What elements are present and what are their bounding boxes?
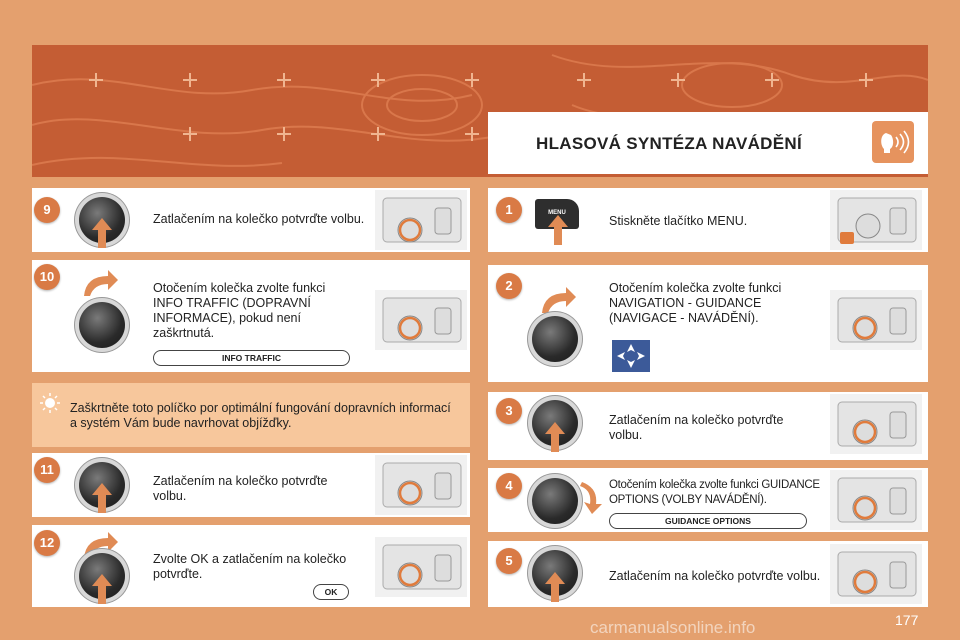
step-text: Otočením kolečka zvolte funkci INFO TRAFFIC (DOPRAVNÍ INFORMACE), pokud není zaškrtnutá. (153, 281, 326, 340)
push-arrow-icon (92, 218, 112, 248)
step-text: Otočením kolečka zvolte funkci GUIDANCE OPTIONS (VOLBY NAVÁDĚNÍ). (609, 479, 820, 506)
push-arrow-icon (545, 422, 565, 452)
radio-panel-image (830, 394, 922, 454)
tip-text: Zaškrtněte toto políčko por optimální fungování dopravních informací a systém Vám bude navrhovat objížďky. (70, 401, 451, 430)
step-text: Zatlačením na kolečko potvrďte volbu. (609, 413, 784, 442)
step-number: 2 (496, 273, 522, 299)
rotate-arrow-icon (538, 285, 578, 315)
lightbulb-icon (40, 393, 60, 413)
step-number: 5 (496, 548, 522, 574)
push-arrow-icon (548, 215, 568, 245)
radio-panel-image (830, 290, 922, 350)
info-traffic-label: INFO TRAFFIC (153, 350, 350, 366)
knob-icon (532, 316, 578, 362)
step-number: 12 (34, 530, 60, 556)
step-number: 11 (34, 457, 60, 483)
guidance-options-label: GUIDANCE OPTIONS (609, 513, 807, 529)
step-number: 9 (34, 197, 60, 223)
push-arrow-icon (92, 574, 112, 604)
radio-panel-image (375, 455, 467, 515)
title-box (488, 112, 928, 174)
rotate-arrow-icon (580, 480, 606, 514)
watermark: carmanualsonline.info (590, 618, 756, 637)
step-number: 3 (496, 398, 522, 424)
radio-panel-image (375, 537, 467, 597)
rotate-arrow-icon (80, 268, 120, 298)
radio-panel-image (375, 290, 467, 350)
step-number: 4 (496, 473, 522, 499)
menu-button-label: MENU (548, 210, 566, 216)
step-text: Zatlačením na kolečko potvrďte volbu. (609, 569, 821, 583)
navigation-compass-icon (612, 340, 650, 372)
radio-panel-image (375, 190, 467, 250)
step-text: Otočením kolečka zvolte funkci NAVIGATION - GUIDANCE (NAVIGACE - NAVÁDĚNÍ). (609, 281, 782, 325)
step-text: Zatlačením na kolečko potvrďte volbu. (153, 474, 328, 503)
voice-synthesis-icon (872, 121, 914, 163)
knob-icon (532, 478, 578, 524)
page-title: HLASOVÁ SYNTÉZA NAVÁDĚNÍ (536, 134, 802, 153)
radio-panel-image (830, 544, 922, 604)
step-text: Stiskněte tlačítko MENU. (609, 214, 748, 228)
step-text: Zatlačením na kolečko potvrďte volbu. (153, 212, 365, 226)
step-number: 10 (34, 264, 60, 290)
radio-panel-image (830, 190, 922, 250)
knob-icon (79, 302, 125, 348)
push-arrow-icon (92, 483, 112, 513)
step-number: 1 (496, 197, 522, 223)
ok-label: OK (313, 584, 349, 600)
radio-panel-image (830, 470, 922, 530)
page-number: 177 (895, 612, 919, 628)
step-text: Zvolte OK a zatlačením na kolečko potvrďte. (153, 552, 347, 581)
push-arrow-icon (545, 572, 565, 602)
